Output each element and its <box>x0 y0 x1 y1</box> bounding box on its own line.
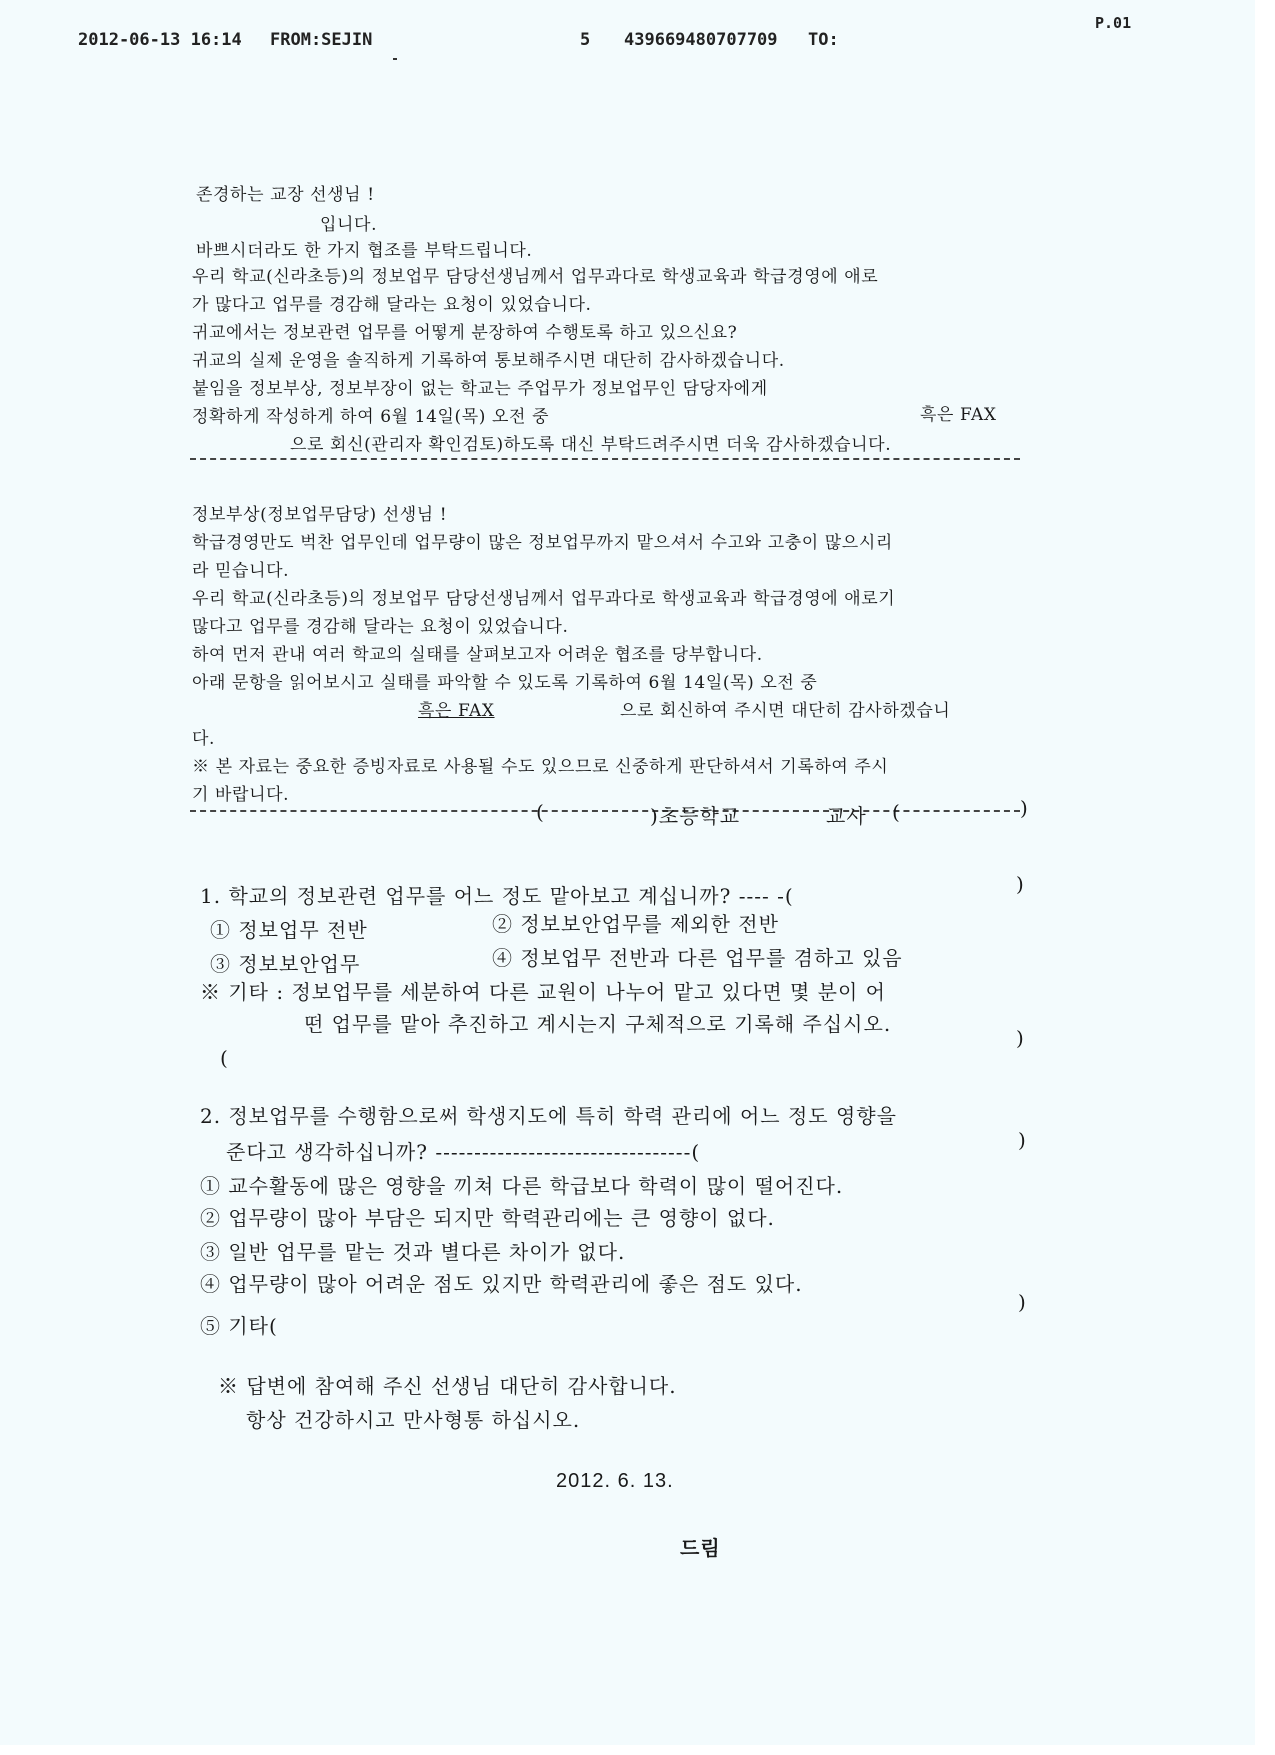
question1-option: ① 정보업무 전반 <box>210 918 368 942</box>
teacher-fax: 흑은 FAX <box>418 701 495 721</box>
fax-header <box>0 14 1255 60</box>
question1-close: ) <box>1016 872 1025 896</box>
principal-line: 붙임을 정보부상, 정보부장이 없는 학교는 주업무가 정보업무인 담당자에게 <box>192 379 768 399</box>
question2-option: ③ 일반 업무를 맡는 것과 별다른 차이가 없다. <box>200 1240 626 1264</box>
closing-sign: 드림 <box>680 1536 721 1560</box>
fax-page-number: 5 <box>580 30 591 50</box>
principal-line: 가 많다고 업무를 경감해 달라는 요청이 있었습니다. <box>192 295 592 315</box>
respondent-name-close: ) <box>1020 796 1029 820</box>
principal-line: 정확하게 작성하게 하여 6월 14일(목) 오전 중 <box>192 407 550 427</box>
question2-option: ② 업무량이 많아 부담은 되지만 학력관리에는 큰 영향이 없다. <box>200 1206 775 1230</box>
question1-option: ② 정보보안업무를 제외한 전반 <box>492 912 779 936</box>
respondent-role: 교사 <box>826 804 867 828</box>
respondent-school: )초등학교 <box>650 804 741 828</box>
teacher-line: 다. <box>192 729 216 749</box>
principal-line: 으로 회신(관리자 확인검토)하도록 대신 부탁드려주시면 더욱 감사하겠습니다. <box>290 435 892 455</box>
respondent-open: ( <box>536 800 545 824</box>
question1-option: ③ 정보보안업무 <box>210 952 361 976</box>
question2-close: ) <box>1018 1128 1027 1152</box>
principal-line: 바쁘시더라도 한 가지 협조를 부탁드립니다. <box>196 241 533 261</box>
respondent-name-open: ( <box>892 800 901 824</box>
question2-option: ⑤ 기타( <box>200 1314 278 1338</box>
question1-note: ※ 기타 : 정보업무를 세분하여 다른 교원이 나누어 맡고 있다면 몇 분이 어 <box>200 980 886 1004</box>
teacher-note: ※ 본 자료는 중요한 증빙자료로 사용될 수도 있으므로 신중하게 판단하셔서 기록하여 주시 <box>192 757 889 777</box>
closing-date: 2012. 6. 13. <box>556 1470 674 1492</box>
scan-mark <box>393 58 397 60</box>
question2-option: ④ 업무량이 많아 어려운 점도 있지만 학력관리에 좋은 점도 있다. <box>200 1272 803 1296</box>
principal-greeting: 존경하는 교장 선생님 ! <box>196 185 375 205</box>
fax-datetime: 2012-06-13 16:14 <box>78 30 242 50</box>
question2-other-close: ) <box>1018 1290 1027 1314</box>
question1-option: ④ 정보업무 전반과 다른 업무를 겸하고 있음 <box>492 946 903 970</box>
question1-text: 1. 학교의 정보관련 업무를 어느 정도 맡아보고 계십니까? ---- -( <box>200 884 794 908</box>
question2-text: 2. 정보업무를 수행함으로써 학생지도에 특히 학력 관리에 어느 정도 영향을 <box>200 1104 897 1128</box>
principal-line: 귀교의 실제 운영을 솔직하게 기록하여 통보해주시면 대단히 감사하겠습니다. <box>192 351 785 371</box>
teacher-greeting: 정보부상(정보업무담당) 선생님 ! <box>192 505 448 525</box>
principal-line: 우리 학교(신라초등)의 정보업무 담당선생님께서 업무과다로 학생교육과 학급경영에 애로 <box>192 267 879 287</box>
question2-option: ① 교수활동에 많은 영향을 끼쳐 다른 학급보다 학력이 많이 떨어진다. <box>200 1174 844 1198</box>
teacher-line: 아래 문항을 읽어보시고 실태를 파악할 수 있도록 기록하여 6월 14일(목) 오전 중 <box>192 673 818 693</box>
question2-text: 준다고 생각하십니까? ---------------------------------( <box>226 1140 701 1164</box>
teacher-line: 라 믿습니다. <box>192 561 290 581</box>
teacher-line: 으로 회신하여 주시면 대단히 감사하겠습니 <box>620 701 951 721</box>
fax-number: 439669480707709 <box>624 30 778 50</box>
divider <box>190 458 1020 460</box>
principal-line: 귀교에서는 정보관련 업무를 어떻게 분장하여 수행토록 하고 있으신요? <box>192 323 738 343</box>
closing-thanks: ※ 답변에 참여해 주신 선생님 대단히 감사합니다. <box>218 1374 677 1398</box>
question1-answer-close: ) <box>1016 1026 1025 1050</box>
question1-note: 떤 업무를 맡아 추진하고 계시는지 구체적으로 기록해 주십시오. <box>304 1012 892 1036</box>
principal-fax: 흑은 FAX <box>920 405 997 425</box>
teacher-line: 많다고 업무를 경감해 달라는 요청이 있었습니다. <box>192 617 569 637</box>
fax-to: TO: <box>808 30 839 50</box>
fax-from: FROM:SEJIN <box>270 30 373 50</box>
question1-answer-open: ( <box>220 1046 229 1070</box>
teacher-note: 기 바랍니다. <box>192 785 290 805</box>
teacher-line: 우리 학교(신라초등)의 정보업무 담당선생님께서 업무과다로 학생교육과 학급경영에 애로기 <box>192 589 896 609</box>
fax-page-label: P.01 <box>1095 14 1132 32</box>
teacher-line: 하여 먼저 관내 여러 학교의 실태를 살펴보고자 어려운 협조를 당부합니다. <box>192 645 763 665</box>
teacher-line: 학급경영만도 벅찬 업무인데 업무량이 많은 정보업무까지 맡으셔서 수고와 고충이 많으시리 <box>192 533 893 553</box>
closing-wish: 항상 건강하시고 만사형통 하십시오. <box>246 1408 581 1432</box>
principal-intro: 입니다. <box>320 215 378 235</box>
